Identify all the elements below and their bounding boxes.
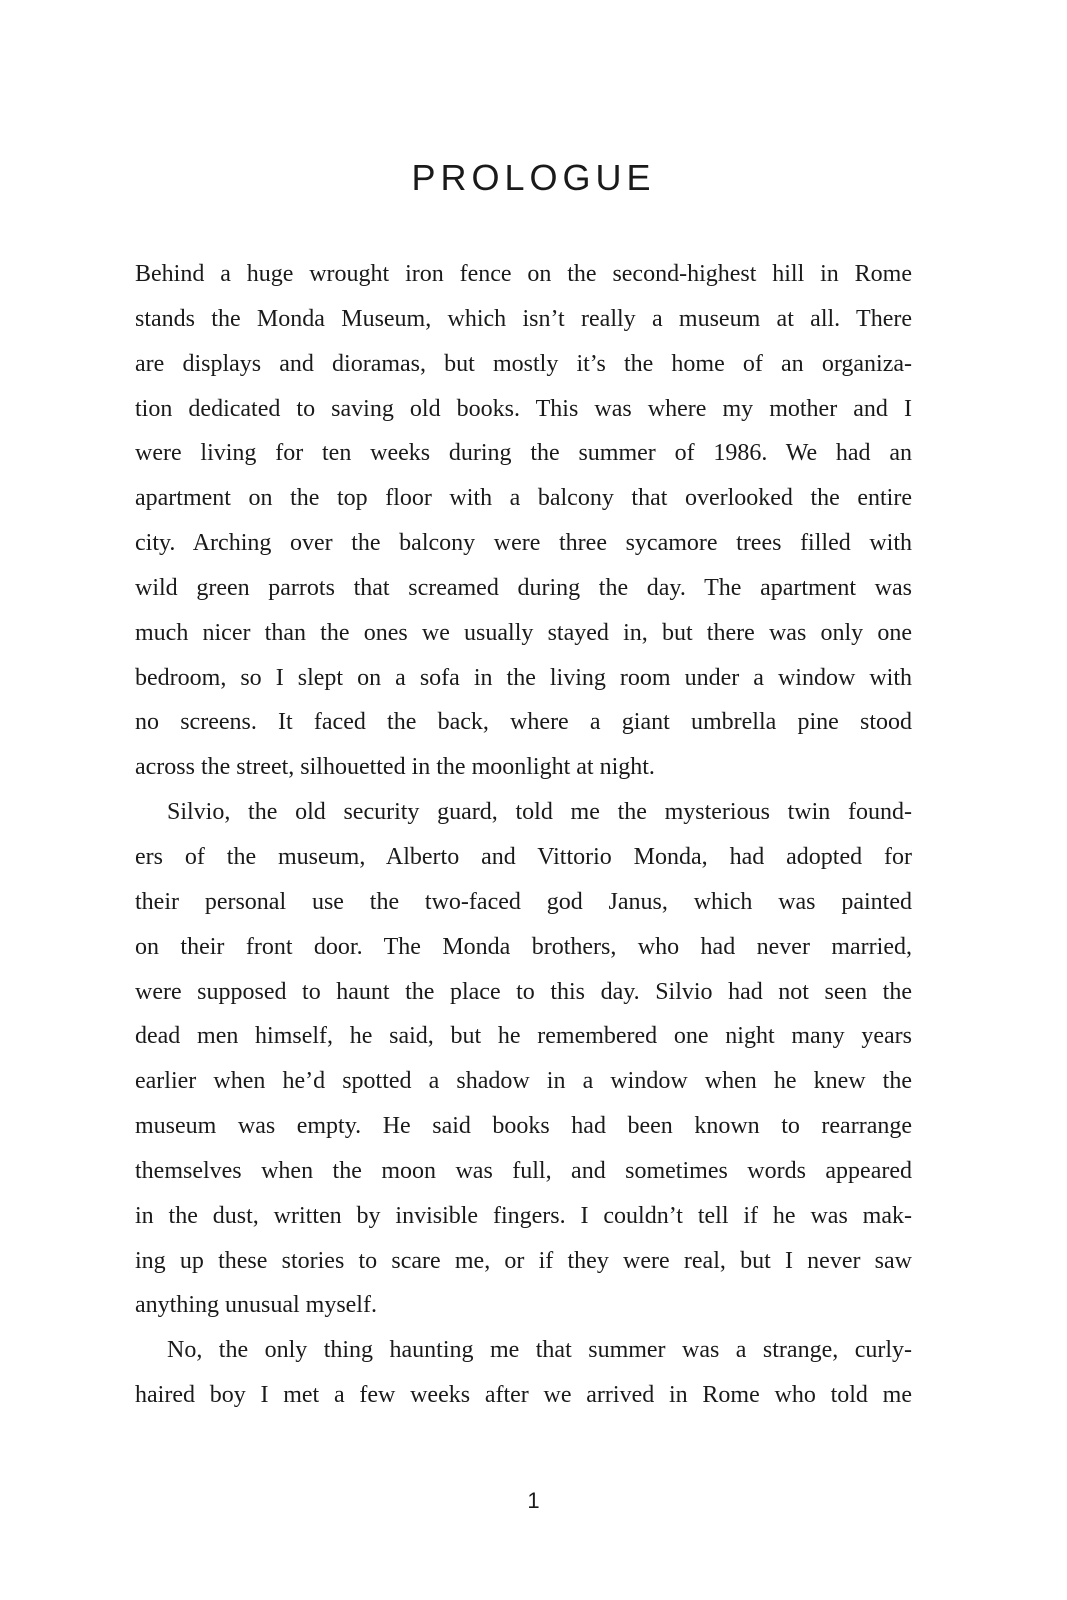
text-line: in the dust, written by invisible fingers. I couldn’t tell if he was mak- (135, 1202, 912, 1229)
body-text (135, 252, 912, 1418)
text-line: stands the Monda Museum, which isn’t really a museum at all. There (135, 305, 912, 332)
paragraph (135, 790, 912, 1328)
text-line: were living for ten weeks during the summer of 1986. We had an (135, 440, 912, 467)
text-line: no screens. It faced the back, where a giant umbrella pine stood (135, 709, 912, 736)
text-line: anything unusual myself. (135, 1292, 377, 1319)
text-line: are displays and dioramas, but mostly it’s the home of an organiza- (135, 350, 912, 377)
text-line: were supposed to haunt the place to this day. Silvio had not seen the (135, 978, 912, 1005)
text-line: across the street, silhouetted in the moonlight at night. (135, 754, 655, 781)
text-line: much nicer than the ones we usually stayed in, but there was only one (135, 619, 912, 646)
text-line: their personal use the two-faced god Janus, which was painted (135, 888, 912, 915)
text-line: city. Arching over the balcony were three sycamore trees filled with (135, 530, 912, 557)
text-line: ing up these stories to scare me, or if they were real, but I never saw (135, 1247, 912, 1274)
page-number: 1 (527, 1488, 540, 1513)
text-line: ers of the museum, Alberto and Vittorio Monda, had adopted for (135, 843, 912, 870)
text-line: bedroom, so I slept on a sofa in the living room under a window with (135, 664, 912, 691)
paragraph (135, 1328, 912, 1418)
text-line: Behind a huge wrought iron fence on the second-highest hill in Rome (135, 261, 912, 287)
text-line: museum was empty. He said books had been known to rearrange (135, 1113, 912, 1140)
paragraph (135, 252, 912, 790)
text-line: apartment on the top floor with a balcony that overlooked the entire (135, 485, 912, 512)
text-line: haired boy I met a few weeks after we arrived in Rome who told me (135, 1382, 912, 1409)
text-line: dead men himself, he said, but he remembered one night many years (135, 1023, 912, 1050)
text-line: earlier when he’d spotted a shadow in a window when he knew the (135, 1068, 912, 1095)
text-line: Silvio, the old security guard, told me the mysterious twin found- (167, 799, 912, 826)
chapter-title: PROLOGUE (411, 157, 656, 198)
text-line: wild green parrots that screamed during the day. The apartment was (135, 574, 912, 601)
text-line: themselves when the moon was full, and sometimes words appeared (135, 1157, 912, 1184)
text-line: on their front door. The Monda brothers, who had never married, (135, 933, 912, 960)
text-line: tion dedicated to saving old books. This was where my mother and I (135, 395, 912, 422)
text-line: No, the only thing haunting me that summer was a strange, curly- (167, 1337, 912, 1364)
